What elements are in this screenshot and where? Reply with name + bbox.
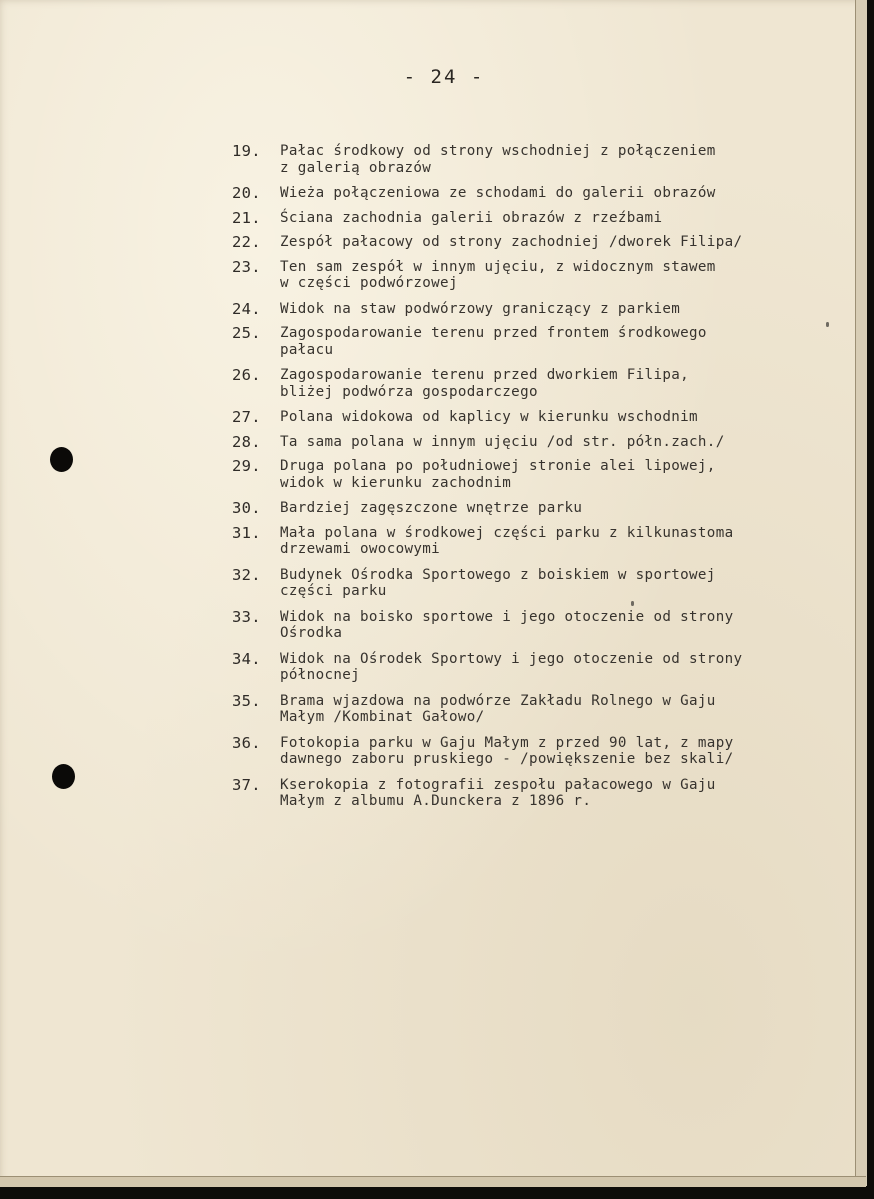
list-item-text: Brama wjazdowa na podwórze Zakładu Rolnego w Gaju Małym /Kombinat Gałowo/ [280,692,716,725]
list-item [232,777,832,810]
list-item-number: 30. [232,499,261,517]
list-item-text: Zagospodarowanie terenu przed dworkiem Filipa, bliżej podwórza gospodarczego [280,367,690,400]
list-item-text: Ten sam zespół w innym ujęciu, z widocznym stawem w części podwórzowej [280,258,716,291]
list-item-number: 29. [232,457,261,475]
page-edge-right [855,0,867,1186]
list-item [232,259,832,292]
list-item [232,210,832,227]
list-item-text: Pałac środkowy od strony wschodniej z połączeniem z galerią obrazów [280,143,716,176]
list-item-number: 32. [232,565,261,584]
list-item-number: 31. [232,523,261,542]
list-item-number: 36. [232,733,261,752]
list-item-text: Polana widokowa od kaplicy w kierunku wschodnim [280,409,698,425]
list-item-text: Druga polana po południowej stronie alei lipowej, widok w kierunku zachodnim [280,458,716,491]
list-item-number: 24. [232,299,261,318]
list-item [232,500,832,517]
list-item-number: 23. [232,257,261,276]
list-item-number: 35. [232,691,261,710]
list-item-number: 22. [232,233,261,251]
list-item [232,367,832,400]
list-item [232,458,832,491]
punch-hole [50,447,73,472]
paper-speck [631,601,634,606]
list-item-number: 26. [232,366,261,384]
list-item-text: Wieża połączeniowa ze schodami do galerii obrazów [280,185,716,201]
list-item [232,567,832,600]
list-item-text: Mała polana w środkowej części parku z kilkunastoma drzewami owocowymi [280,524,734,557]
page-edge-bottom [0,1176,866,1187]
list-item-text: Budynek Ośrodka Sportowego z boiskiem w sportowej części parku [280,566,716,599]
list-item-number: 33. [232,607,261,626]
list-item-text: Widok na boisko sportowe i jego otoczenie od strony Ośrodka [280,608,734,641]
page-number: - 24 - [403,66,485,88]
list-item-text: Ta sama polana w innym ujęciu /od str. półn.zach./ [280,433,725,450]
list-item-number: 20. [232,184,261,202]
list-item [232,735,832,768]
list-item [232,609,832,642]
list-item [232,143,832,176]
list-item-text: Widok na Ośrodek Sportowy i jego otoczenie od strony północnej [280,650,743,683]
list-item-text: Ściana zachodnia galerii obrazów z rzeźbami [280,209,663,226]
photo-caption-list [232,143,832,810]
list-item [232,693,832,726]
list-item-number: 25. [232,324,261,342]
list-item-text: Zespół pałacowy od strony zachodniej /dworek Filipa/ [280,234,743,250]
paper-speck [826,322,829,327]
list-item-text: Widok na staw podwórzowy graniczący z parkiem [280,300,681,317]
list-item [232,434,832,451]
list-item-text: Zagospodarowanie terenu przed frontem środkowego pałacu [280,325,707,358]
list-item [232,409,832,426]
list-item [232,234,832,251]
list-item-number: 37. [232,775,261,794]
punch-hole [52,764,75,789]
list-item-number: 28. [232,432,261,451]
list-item-number: 19. [232,142,261,160]
list-item [232,525,832,558]
list-item-text: Kserokopia z fotografii zespołu pałacowego w Gaju Małym z albumu A.Dunckera z 1896 r. [280,776,716,809]
list-item-number: 27. [232,408,261,426]
list-item-number: 34. [232,649,261,668]
list-item-text: Fotokopia parku w Gaju Małym z przed 90 lat, z mapy dawnego zaboru pruskiego - /powiększenie bez skali/ [280,734,734,767]
list-item-number: 21. [232,208,261,227]
list-item [232,651,832,684]
list-item [232,301,832,318]
list-item [232,185,832,202]
list-item [232,325,832,358]
list-item-text: Bardziej zagęszczone wnętrze parku [280,500,583,516]
